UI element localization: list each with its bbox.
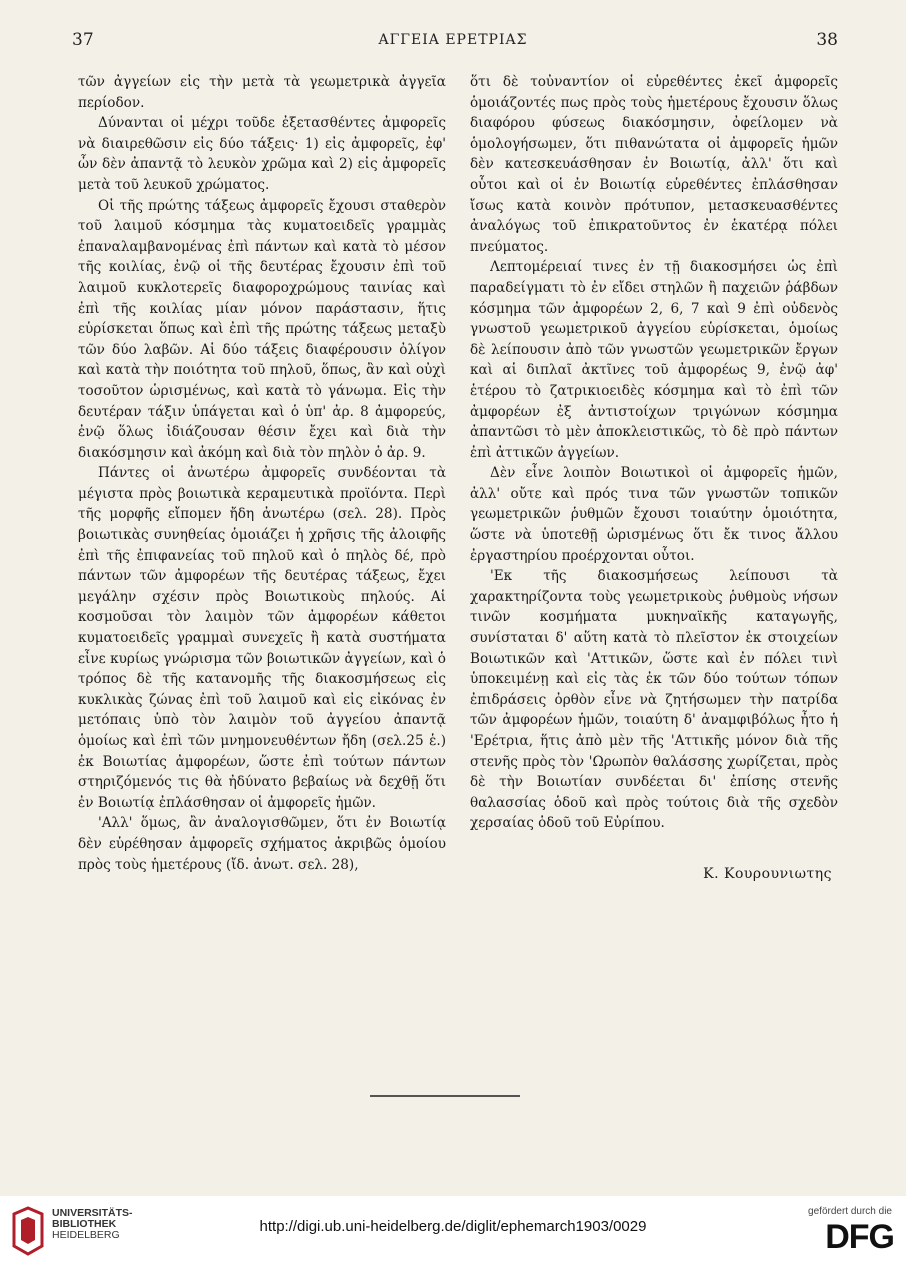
digitization-footer bbox=[0, 1196, 906, 1266]
paragraph: τῶν ἀγγείων εἰς τὴν μετὰ τὰ γεωμετρικὰ ἀγγεῖα περίοδον. bbox=[78, 74, 446, 111]
paragraph: Λεπτομέρειαί τινες ἐν τῇ διακοσμήσει ὡς ἐπὶ παραδείγματι τὸ ἐν εἴδει στηλῶν ἢ παχειῶν ῥάβδων κόσμημα τῶν ἀμφορέων 2, 6, 7 καὶ 9 ἐπὶ οὐδενὸς γνωστοῦ γεωμετρικοῦ ἀγγείου εὑρίσκεται, ὁμοίως δὲ λείπουσιν ἀπὸ τῶν γνωστῶν γεωμετρικῶν ἔργων καὶ αἱ διπλαῖ ἀκτῖνες τοῦ ἀμφορέως 9, ἐνῷ ἀφ' ἑτέρου τὸ ζατρικιοειδὲς κόσμημα καὶ τὸ ἐπὶ τῶν ἀμφορέων ἐξ ἀντιστοίχων τριγώνων κόσμημα ἀπαντῶσι τὸ μὲν ἀποκλειστικῶς, τὸ δὲ πρὸ πάντων ἐπὶ ἀττικῶν ἀγγείων. bbox=[470, 259, 838, 461]
right-column bbox=[470, 72, 838, 885]
paragraph: Οἱ τῆς πρώτης τάξεως ἀμφορεῖς ἔχουσι σταθερὸν τοῦ λαιμοῦ κόσμημα τὰς κυματοειδεῖς γραμμὰς ἐπαναλαμβανομένας ἐπὶ πάντων καὶ κατὰ τὸ μέσον τῆς κοιλίας, ἐνῷ οἱ τῆς δευτέρας ἔχουσιν ἐπὶ τοῦ λαιμοῦ κυκλοτερεῖς διαφοροχρώμους ταινίας καὶ ἐπὶ τῆς κοιλίας μίαν μόνον παράστασιν, ἥτις εὑρίσκεται ὅπως καὶ ἐπὶ τῆς πρώτης τάξεως μεταξὺ τῶν δύο λαβῶν. Αἱ δύο τάξεις διαφέρουσιν ὀλίγον καὶ κατὰ τὴν ποιότητα τοῦ πηλοῦ, ὅπως, ἂν καὶ οὐχὶ τοσοῦτον ὡρισμένως, καὶ κατὰ τὸ γάνωμα. Εἰς τὴν δευτέραν τάξιν ὑπάγεται καὶ ὁ ὑπ' ἀρ. 8 ἀμφορεύς, ἐνῷ ὅλως ἰδιάζουσαν θέσιν ἔχει καὶ διὰ τὴν διακόσμησιν καὶ ἀκόμη καὶ διὰ τὸν πηλὸν ὁ ἀρ. 9. bbox=[78, 197, 446, 461]
paragraph: Πάντες οἱ ἀνωτέρω ἀμφορεῖς συνδέονται τὰ μέγιστα πρὸς βοιωτικὰ κεραμευτικὰ προϊόντα. Περὶ τῆς μορφῆς εἴπομεν ἤδη ἀνωτέρω (σελ. 28). Πρὸς βοιωτικὰς συνηθείας ὁμοιάζει ἡ χρῆσις τῆς ἀλοιφῆς ἐπὶ τῆς ἐπιφανείας τοῦ πηλοῦ καὶ ὁ πηλὸς δέ, πρὸ πάντων τῶν ἀμφορέων τῆς δευτέρας τάξεως, ἔχει μεγάλην σχέσιν πρὸς Βοιωτικοὺς πηλούς. Αἱ κοσμοῦσαι τὸν λαιμὸν τῶν ἀμφορέων κάθετοι κυματοειδεῖς γραμμαὶ συνεχεῖς ἢ κατὰ συστήματα εἶνε κυρίως γνώρισμα τῶν βοιωτικῶν ἀγγείων, καὶ ὁ τρόπος δὲ τῆς κατανομῆς τῆς διακοσμήσεως εἰς κυκλικὰς ζώνας ἐπὶ τοῦ λαιμοῦ καὶ εἰς εἰκόνας ἐν μετόπαις ὑπὸ τὸν λαιμὸν τοῦ ἀγγείου ἀπαντᾷ ὁμοίως καὶ ἐπὶ τῶν μνημονευθέντων ἤδη (σελ.25 ἑ.) ἐκ Βοιωτίας ἀμφορέων, ὥστε ἐπὶ τούτων πάντων στηριζόμενός τις θὰ ἠδύνατο βεβαίως νὰ δεχθῇ ὅτι ἐν Βοιωτίᾳ ἐπλάσθησαν οἱ ἀμφορεῖς ἡμῶν. bbox=[78, 465, 446, 811]
page-number-right: 38 bbox=[816, 30, 838, 50]
running-title: ΑΓΓΕΙΑ ΕΡΕΤΡΙΑΣ bbox=[378, 32, 528, 48]
paragraph: 'Αλλ' ὅμως, ἂν ἀναλογισθῶμεν, ὅτι ἐν Βοιωτίᾳ δὲν εὑρέθησαν ἀμφορεῖς σχήματος ἀκριβῶς ὁμοίου πρὸς τοὺς ἡμετέρους (ἴδ. ἀνωτ. σελ. 28), bbox=[78, 815, 446, 873]
page-number-left: 37 bbox=[72, 30, 94, 50]
closing-rule bbox=[370, 1095, 520, 1097]
paragraph: ὅτι δὲ τοὐναντίον οἱ εὑρεθέντες ἐκεῖ ἀμφορεῖς ὁμοιάζοντές πως πρὸς τοὺς ἡμετέρους ἔχουσιν ὅλως διαφόρου φύσεως διακόσμησιν, ὀφείλομεν νὰ ὁμολογήσωμεν, ὅτι πιθανώτατα οἱ ἀμφορεῖς ἡμῶν δὲν κατεσκευάσθησαν ἐν Βοιωτίᾳ, ἀλλ' ὅτι καὶ οὗτοι καὶ οἱ ἐν Βοιωτίᾳ εὑρεθέντες ἐπλάσθησαν ἴσως κατὰ κοινὸν πρότυπον, μετασκευασθέντες ἀναλόγως τοῦ ἐπικρατοῦντος ἐν ἑκατέρᾳ πόλει πνεύματος. bbox=[470, 74, 838, 255]
institution-name: UNIVERSITÄTS- BIBLIOTHEK HEIDELBERG bbox=[52, 1207, 133, 1241]
left-column bbox=[78, 72, 446, 875]
funding-note: gefördert durch die bbox=[808, 1206, 892, 1217]
paragraph: Δύνανται οἱ μέχρι τοῦδε ἐξετασθέντες ἀμφορεῖς νὰ διαιρεθῶσιν εἰς δύο τάξεις· 1) εἰς ἀμφορεῖς, ἐφ' ὧν δὲν ἀπαντᾷ τὸ λευκὸν χρῶμα καὶ 2) εἰς ἀμφορεῖς μετὰ τοῦ λευκοῦ χρώματος. bbox=[78, 115, 446, 193]
dfg-logo: DFG bbox=[825, 1218, 894, 1256]
running-header bbox=[60, 30, 846, 58]
paragraph: 'Εκ τῆς διακοσμήσεως λείπουσι τὰ χαρακτηρίζοντα τοὺς γεωμετρικοὺς ῥυθμοὺς νήσων τινῶν κοσμήματα μυκηναϊκῆς καταγωγῆς, συνίσταται δ' αὕτη κατὰ τὸ πλεῖστον ἐκ στοιχείων Βοιωτικῶν καὶ 'Αττικῶν, ὥστε καὶ ἐν πόλει τινὶ ὑποκειμένῃ καὶ εἰς τὰς ἐκ τῶν δύο τούτων τόπων ἐπιδράσεις ὀρθὸν εἶνε νὰ ζητήσωμεν τὴν πατρίδα τῶν ἀμφορέων ἡμῶν, τοιαύτη δ' ἀναμφιβόλως ἦτο ἡ 'Ερέτρια, ἥτις ἀπὸ μὲν τῆς 'Αττικῆς μόνον διὰ τῆς στενῆς πρὸς τὸν 'Ωρωπὸν θαλάσσης χωρίζεται, πρὸς δὲ τὴν Βοιωτίαν συνδέεται δι' ἐπίσης στενῆς θαλασσίας ὁδοῦ καὶ πρὸς τούτοις διὰ τῆς σχεδὸν χερσαίας ὁδοῦ τοῦ Εὐρίπου. bbox=[470, 568, 838, 832]
author-signature: Κ. Κουρουνιωτης bbox=[703, 865, 832, 882]
source-url-link[interactable]: http://digi.ub.uni-heidelberg.de/diglit/ephemarch1903/0029 bbox=[259, 1218, 647, 1235]
paragraph: Δὲν εἶνε λοιπὸν Βοιωτικοὶ οἱ ἀμφορεῖς ἡμῶν, ἀλλ' οὔτε καὶ πρός τινα τῶν γνωστῶν τοπικῶν γεωμετρικῶν ῥυθμῶν ἔχουσι τοιαύτην ὁμοιότητα, ὥστε νὰ ὑποτεθῇ ὡρισμένως ὅτι ἔκ τινος ἄλλου ἐργαστηρίου προέρχονται οὗτοι. bbox=[470, 465, 838, 564]
